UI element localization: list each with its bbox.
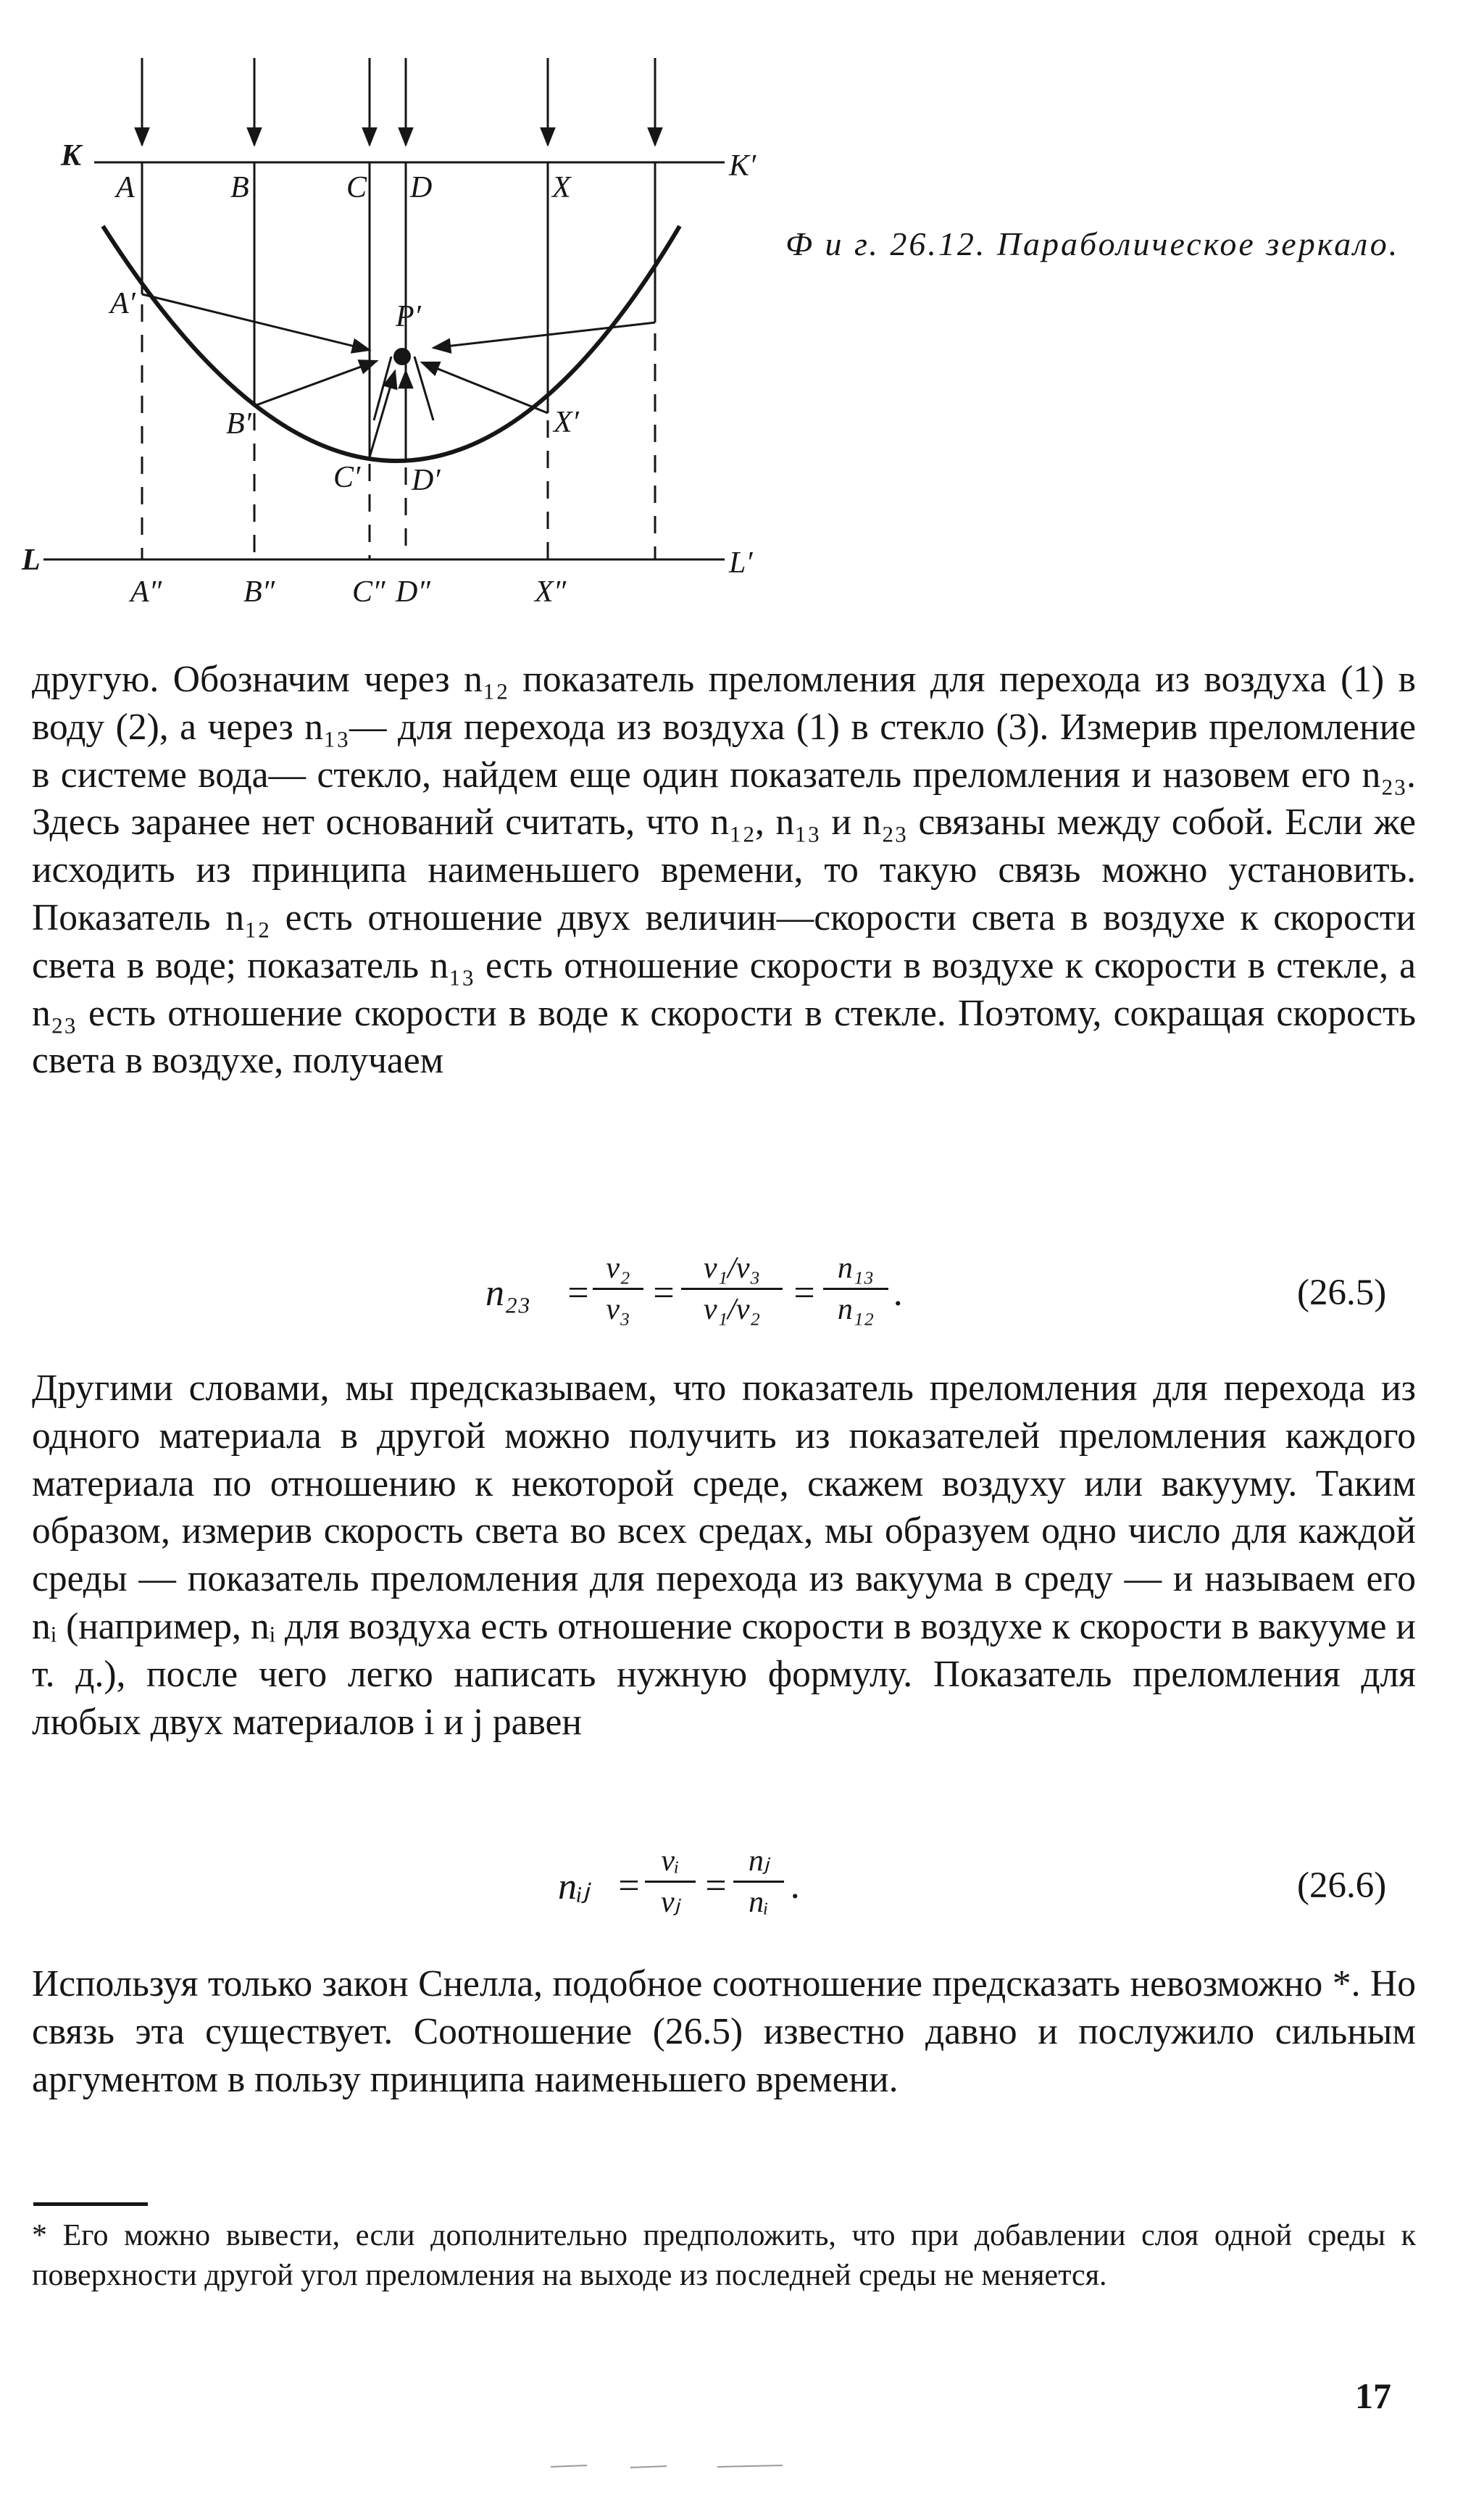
label-A1: A′	[110, 287, 136, 320]
eq-26-5-frac2-den: v₁/v₂	[703, 1293, 761, 1326]
eq-26-5-frac2-num: v₁/v₃	[703, 1252, 761, 1285]
label-B2: B″	[243, 575, 275, 609]
label-L-prime: L′	[729, 546, 753, 580]
label-C2: C″	[352, 575, 385, 609]
paragraph-3: Используя только закон Снелла, подобное соотношение предсказать невозможно *. Но связь эта существует. Соотношение (26.5) известно давно и послужило сильным аргументом в пользу принципа наименьшего времени.	[32, 1963, 1416, 2100]
label-P1: P′	[396, 300, 421, 333]
reflected-ray-A	[142, 294, 370, 350]
footnote-rule	[33, 2202, 148, 2206]
eq-26-6-frac1	[645, 1843, 696, 1920]
reflected-ray-C	[370, 371, 395, 457]
eq-26-5-number: (26.5)	[1297, 1273, 1387, 1313]
eq-26-5-frac3-den: n₁₂	[837, 1293, 875, 1326]
eq-26-5-eq2: =	[651, 1273, 677, 1314]
eq-26-6-lhs: nᵢⱼ	[558, 1866, 590, 1907]
reflected-ray-right	[433, 322, 655, 348]
equation-26-6	[0, 1837, 1484, 1946]
eq-26-5-eq3: =	[791, 1273, 817, 1314]
eq-26-6-frac1-num: vᵢ	[661, 1844, 680, 1878]
parabolic-mirror-figure	[14, 43, 768, 638]
eq-26-5-frac1-den: v₃	[606, 1293, 630, 1326]
eq-26-6-number: (26.6)	[1297, 1865, 1387, 1906]
eq-26-5-frac1	[593, 1250, 643, 1328]
equation-26-5	[0, 1243, 1484, 1352]
parabolic-mirror-curve	[103, 226, 680, 461]
label-X1: X′	[554, 406, 579, 439]
label-C1: C′	[333, 461, 361, 494]
paragraph-1: другую. Обозначим через n₁₂ показатель преломления для перехода из воздуха (1) в воду (2), а через n₁₃— для перехода из воздуха (1) в стекло (3). Измерив преломление в системе вода— стекло, найдем еще один показатель преломления и назовем его n₂₃. Здесь заранее нет оснований считать, что n₁₂, n₁₃ и n₂₃ связаны между собой. Если же исходить из принципа наименьшего времени, то такую связь можно установить. Показатель n₁₂ есть отношение двух величин—скорости света в воздухе к скорости света в воде; показатель n₁₃ есть отношение скорости в воздухе к скорости в стекле, а n₂₃ есть отношение скорости в воде к скорости в стекле. Поэтому, сокращая скорость света в воздухе, получаем	[32, 659, 1416, 1082]
label-B: B	[230, 171, 249, 204]
label-D: D	[410, 171, 433, 204]
figure-caption: Ф и г. 26.12. Параболическое зеркало.	[785, 225, 1400, 262]
eq-26-5-frac1-num: v₂	[606, 1252, 630, 1285]
label-L: L	[22, 544, 41, 577]
eq-26-5-frac3	[823, 1250, 888, 1328]
eq-26-5-frac3-num: n₁₃	[837, 1252, 875, 1285]
label-B1: B′	[226, 407, 251, 441]
eq-26-5-eq1: =	[565, 1273, 591, 1314]
eq-26-5-frac2	[681, 1250, 783, 1328]
label-A: A	[116, 171, 135, 204]
label-K: K	[61, 139, 82, 172]
footnote: * Его можно вывести, если дополнительно предположить, что при добавлении слоя одной среды к поверхности другой угол преломления на выходе из последней среды не меняется.	[32, 2219, 1416, 2292]
label-C: C	[346, 171, 367, 204]
eq-26-6-frac2-num: nⱼ	[748, 1844, 770, 1878]
reflected-ray-B	[254, 361, 377, 406]
eq-26-5-lhs: n₂₃	[485, 1273, 531, 1314]
eq-26-6-end: .	[791, 1865, 801, 1907]
label-K-prime: K′	[729, 149, 756, 183]
reflected-ray-X	[422, 362, 548, 413]
label-X2: X″	[535, 575, 567, 609]
eq-26-6-frac2-den: nᵢ	[749, 1886, 769, 1919]
eq-26-6-frac2	[733, 1843, 784, 1920]
eq-26-6-eq2: =	[703, 1865, 729, 1907]
label-A2: A″	[130, 575, 162, 609]
eq-26-6-frac1-den: vⱼ	[661, 1886, 680, 1919]
eq-26-6-eq1: =	[616, 1865, 642, 1907]
label-D2: D″	[396, 575, 430, 609]
label-D1: D′	[412, 464, 441, 497]
focus-point	[393, 348, 411, 365]
eq-26-5-end: .	[894, 1273, 904, 1314]
page-number: 17	[1355, 2376, 1391, 2416]
label-X: X	[552, 171, 571, 204]
paragraph-2: Другими словами, мы предсказываем, что показатель преломления для перехода из одного материала в другой можно получить из показателей преломления каждого материала по отношению к некоторой среде, скажем воздуху или вакууму. Таким образом, измерив скорость света во всех средах, мы образуем одно число для каждой среды — показатель преломления для перехода из вакуума в среду — и называем его nᵢ (например, nᵢ для воздуха есть отношение скорости в воздухе к скорости в вакууме и т. д.), после чего легко написать нужную формулу. Показатель преломления для любых двух материалов i и j равен	[32, 1367, 1416, 1743]
scan-artifact-marks	[543, 2462, 804, 2470]
